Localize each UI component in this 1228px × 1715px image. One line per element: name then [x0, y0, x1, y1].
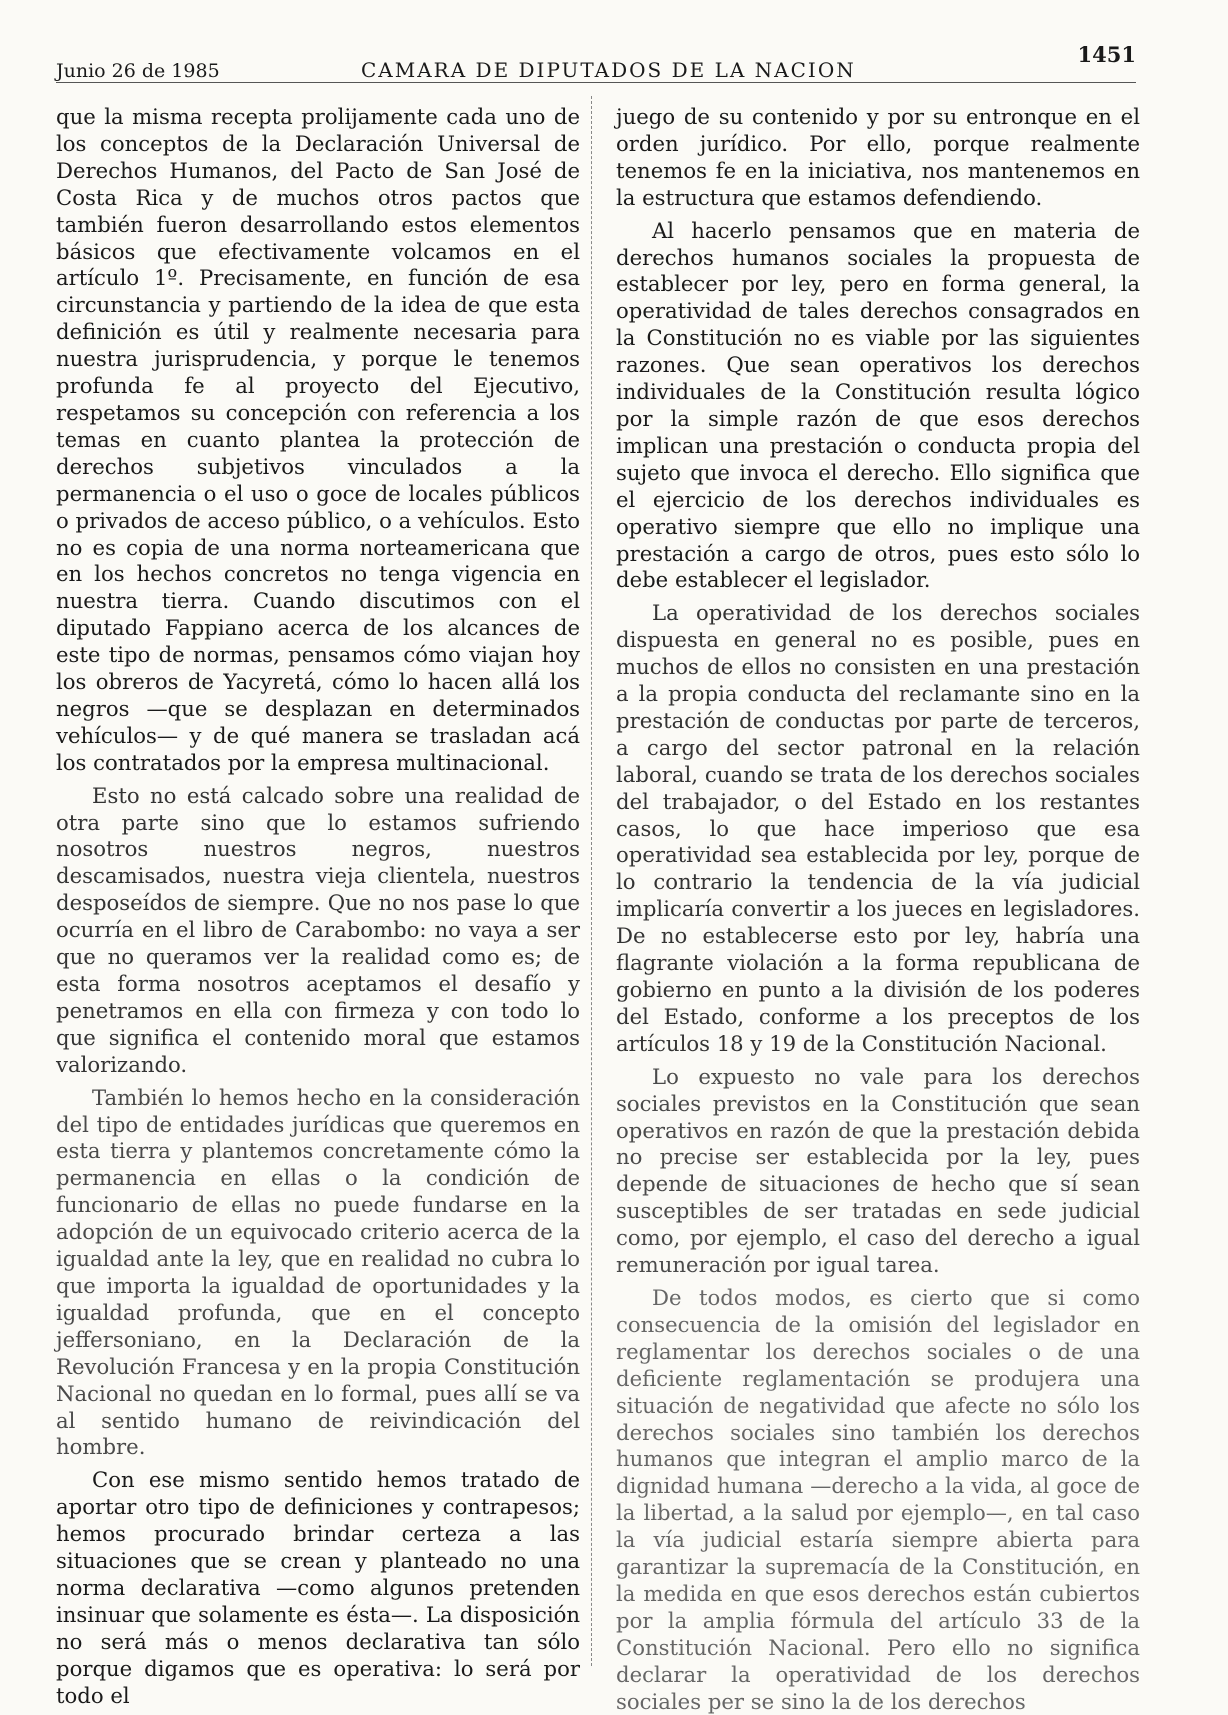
column-divider: [591, 96, 592, 1666]
left-column: [56, 104, 580, 1709]
right-paragraph-5: De todos modos, es cierto que si como consecuencia de la omisión del legislador en reglamentar los derechos sociales o de una deficiente reglamentación se produjera una situación de negatividad que afecte no sólo los derechos sociales sino también los derechos humanos que integran el amplio marco de la dignidad humana —derecho a la vida, al goce de la libertad, a la salud por ejemplo—, en tal caso la vía judicial estaría siempre abierta para garantizar la supremacía de la Constitución, en la medida en que esos derechos están cubiertos por la amplia fórmula del artículo 33 de la Constitución Nacional. Pero ello no significa declarar la operatividad de los derechos sociales per se sino la de los derechos: [616, 1284, 1140, 1714]
left-paragraph-1: que la misma recepta prolijamente cada uno de los conceptos de la Declaración Universal de Derechos Humanos, del Pacto de San José de Costa Rica y de muchos otros pactos que también fueron desarrollando estos elementos básicos que efectivamente volcamos en el artículo 1º. Precisamente, en función de esa circunstancia y partiendo de la idea de que esta definición es útil y realmente necesaria para nuestra jurisprudencia, y porque le tenemos profunda fe al proyecto del Ejecutivo, respetamos su concepción con referencia a los temas en cuanto plantea la protección de derechos subjetivos vinculados a la permanencia o el uso o goce de locales públicos o privados de acceso público, o a vehículos. Esto no es copia de una norma norteamericana que en los hechos concretos no tenga vigencia en nuestra tierra. Cuando discutimos con el diputado Fappiano acerca de los alcances de este tipo de normas, pensamos cómo viajan hoy los obreros de Yacyretá, cómo lo hacen allá los negros —que se desplazan en determinados vehículos— y de qué manera se trasladan acá los contratados por la empresa multinacional.: [56, 104, 580, 775]
page-header: [56, 38, 1136, 83]
right-column: [616, 104, 1140, 1715]
header-date: Junio 26 de 1985: [56, 60, 220, 82]
left-paragraph-4: Con ese mismo sentido hemos tratado de aportar otro tipo de definiciones y contrapesos; hemos procurado brindar certeza a las situaciones que se crean y planteado no una norma declarativa —como algunos pretenden insinuar que solamente es ésta—. La disposición no será más o menos declarativa tan sólo porque digamos que es operativa: lo será por todo el: [56, 1467, 580, 1708]
left-paragraph-2: Esto no está calcado sobre una realidad de otra parte sino que lo estamos sufriendo nosotros nuestros negros, nuestros descamisados, nuestra vieja clientela, nuestros desposeídos de siempre. Que no nos pase lo que ocurría en el libro de Carabombo: no vaya a ser que no queramos ver la realidad como es; de esta forma nosotros aceptamos el desafío y penetramos en ella con firmeza y con todo lo que significa el contenido moral que estamos valorizando.: [56, 782, 580, 1077]
right-paragraph-3: La operatividad de los derechos sociales dispuesta en general no es posible, pues en muchos de ellos no consisten en una prestación a la propia conducta del reclamante sino en la prestación de conductas por parte de terceros, a cargo del sector patronal en la relación laboral, cuando se trata de los derechos sociales del trabajador, o del Estado en los restantes casos, lo que hace imperioso que esa operatividad sea establecida por ley, porque de lo contrario la tendencia de la vía judicial implicaría convertir a los jueces en legisladores. De no establecerse esto por ley, habría una flagrante violación a la forma republicana de gobierno en punto a la división de los poderes del Estado, conforme a los preceptos de los artículos 18 y 19 de la Constitución Nacional.: [616, 600, 1140, 1056]
left-paragraph-3: También lo hemos hecho en la consideración del tipo de entidades jurídicas que queremos en esta tierra y plantemos concretamente cómo la permanencia en ellas o la condición de funcionario de ellas no puede fundarse en la adopción de un equivocado criterio acerca de la igualdad ante la ley, que en realidad no cubra lo que importa la igualdad de oportunidades y la igualdad profunda, que en el concepto jeffersoniano, en la Declaración de la Revolución Francesa y en la propia Constitución Nacional no quedan en lo formal, pues allí se va al sentido humano de reivindicación del hombre.: [56, 1084, 580, 1460]
header-chamber-title: CAMARA DE DIPUTADOS DE LA NACION: [361, 58, 856, 82]
right-paragraph-4: Lo expuesto no vale para los derechos sociales previstos en la Constitución que sean operativos en razón de que la prestación debida no precise ser establecida por la ley, pues depende de situaciones de hecho que sí sean susceptibles de ser tratadas en sede judicial como, por ejemplo, el caso del derecho a igual remuneración por igual tarea.: [616, 1063, 1140, 1278]
right-paragraph-2: Al hacerlo pensamos que en materia de derechos humanos sociales la propuesta de establecer por ley, pero en forma general, la operatividad de tales derechos consagrados en la Constitución no es viable por las siguientes razones. Que sean operativos los derechos individuales de la Constitución resulta lógico por la simple razón de que esos derechos implican una prestación o conducta propia del sujeto que invoca el derecho. Ello significa que el ejercicio de los derechos individuales es operativo siempre que ello no implique una prestación a cargo de otros, pues esto sólo lo debe establecer el legislador.: [616, 217, 1140, 593]
page-number: 1451: [1077, 42, 1136, 67]
right-paragraph-1: juego de su contenido y por su entronque en el orden jurídico. Por ello, porque realmente tenemos fe en la iniciativa, nos mantenemos en la estructura que estamos defendiendo.: [616, 104, 1140, 210]
